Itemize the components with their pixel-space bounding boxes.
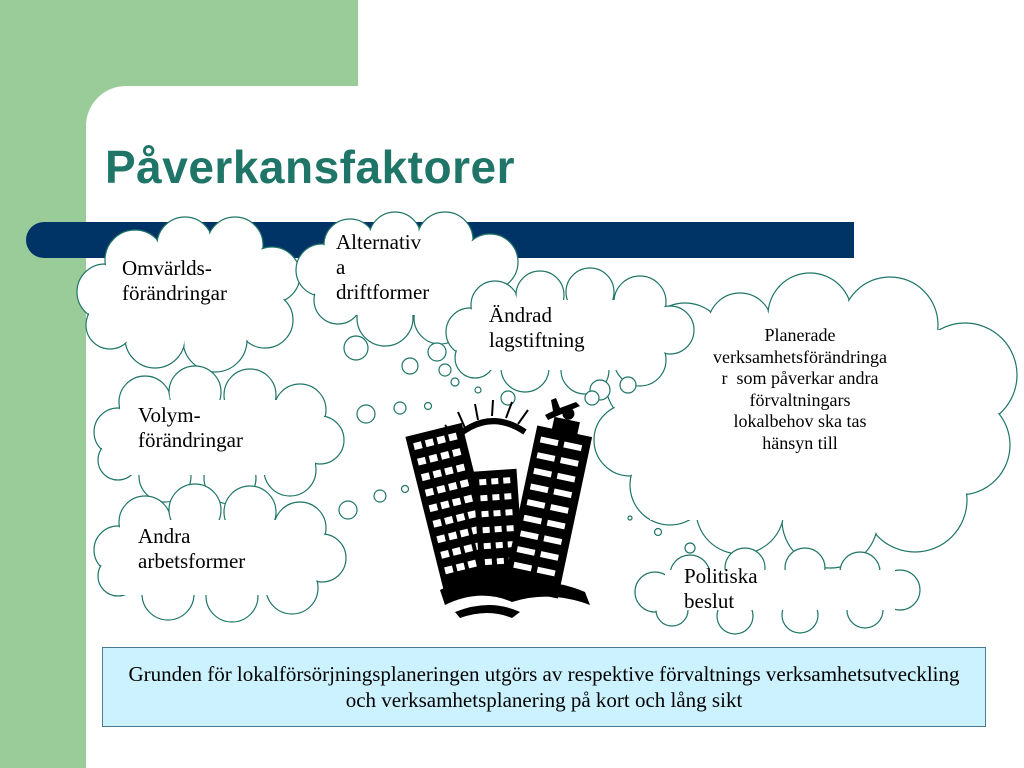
slide-title: Påverkansfaktorer (105, 141, 515, 193)
cloud-alternativa-label: Alternativ a driftformer (336, 230, 430, 305)
cloud-andrad-label: Ändrad lagstiftning (489, 303, 585, 353)
cloud-andra-label: Andra arbetsformer (138, 524, 246, 574)
summary-text: Grunden för lokalförsörjningsplaneringen utgörs av respektive förvaltnings verksamhetsutveckling och verksamhetsplanering på kort och lång sikt (128, 661, 960, 712)
cloud-planerade-label: Planerade verksamhetsförändringa r som påverkar andra förvaltningars lokalbehov ska tas hänsyn till (713, 325, 887, 453)
city-buildings-icon (405, 398, 597, 618)
cloud-volym-label: Volym- förändringar (138, 403, 243, 453)
summary-box (102, 647, 986, 727)
cloud-politiska (635, 548, 920, 634)
cloud-politiska-label: Politiska beslut (684, 564, 758, 614)
cloud-omvarld-label: Omvärlds- förändringar (122, 256, 227, 306)
